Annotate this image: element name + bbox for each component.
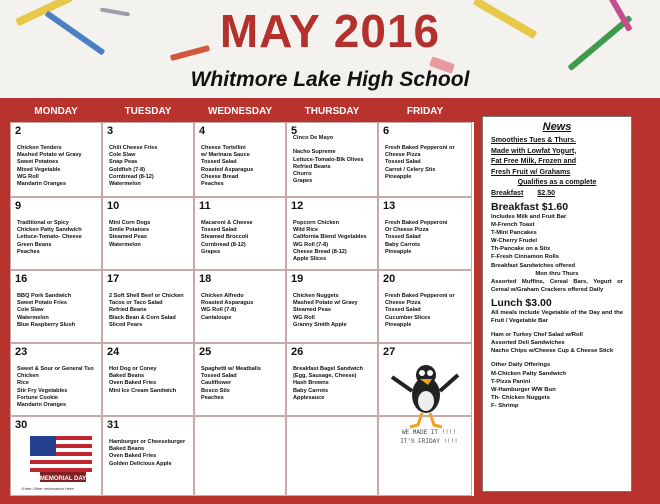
- menu-items: [17, 220, 99, 256]
- day-cell-5: [286, 122, 378, 197]
- menu-item: Pineapple: [385, 173, 412, 180]
- smoothie-line: Made with Lowfat Yogurt,: [491, 146, 577, 155]
- right-border: [638, 98, 660, 504]
- menu-item: Cucumber Slices: [385, 314, 431, 321]
- menu-item: WG Roll (7-8): [201, 307, 237, 314]
- menu-item: Popcorn Chicken: [293, 220, 340, 226]
- menu-item: Hamburger or Cheeseburger: [109, 439, 186, 445]
- lunch-line: F- Shrimp: [491, 402, 519, 409]
- menu-item: [293, 142, 375, 149]
- news-title: News: [542, 121, 572, 133]
- menu-item: Peaches: [201, 394, 224, 401]
- menu-item: Nacho Supreme: [293, 149, 336, 156]
- menu-items: [201, 366, 283, 402]
- breakfast-line: F-Fresh Cinnamon Rolls: [491, 254, 560, 261]
- menu-item: (Egg, Sausage, Cheese): [293, 373, 357, 380]
- day-number: 10: [107, 200, 120, 212]
- menu-items: [109, 220, 191, 249]
- day-header-wednesday: WEDNESDAY: [194, 102, 286, 122]
- menu-item: Peaches: [201, 181, 224, 188]
- day-number: 3: [107, 125, 114, 137]
- memorial-day-flag-image: [28, 434, 98, 484]
- menu-item: Cheese Pizza: [385, 300, 421, 307]
- empty-day-cell: [194, 416, 286, 496]
- menu-item: WG Roll: [17, 173, 39, 180]
- menu-item: Mini Corn Dogs: [109, 220, 151, 226]
- menu-items: [201, 220, 283, 256]
- menu-item: Tossed Salad: [385, 307, 421, 314]
- menu-item: Steamed Peas: [109, 234, 147, 241]
- menu-items: [17, 293, 99, 329]
- menu-items: [109, 293, 191, 329]
- day-number: 11: [199, 200, 211, 212]
- menu-item: Oven Baked Fries: [109, 453, 157, 460]
- lunch-heading: Lunch $3.00: [491, 296, 552, 309]
- menu-items: [201, 145, 283, 188]
- menu-item: Tossed Salad: [201, 227, 237, 234]
- day-number: 5: [291, 125, 298, 137]
- menu-items: [17, 366, 99, 409]
- menu-item: Breakfast Bagel Sandwich: [293, 366, 363, 372]
- day-number: 30: [15, 419, 28, 431]
- menu-items: [109, 145, 191, 188]
- breakfast-line: Includes Milk and Fruit Bar: [491, 214, 567, 220]
- menu-item: Apple Slices: [293, 256, 327, 263]
- smoothie-notice: [491, 135, 623, 198]
- menu-item: Tossed Salad: [385, 234, 421, 241]
- menu-item: Applesauce: [293, 394, 325, 401]
- day-header-monday: MONDAY: [10, 102, 102, 122]
- lunch-line: Th- Chicken Nuggets: [491, 394, 550, 401]
- breakfast-heading: Breakfast $1.60: [491, 201, 569, 213]
- menu-item: Lettuce-Tomato-Blk Olives: [293, 156, 364, 163]
- day-cell-9: [10, 197, 102, 270]
- day-number: 26: [291, 346, 304, 358]
- day-number: 25: [199, 346, 212, 358]
- menu-item: BBQ Pork Sandwich: [17, 293, 72, 299]
- smoothie-line: Fresh Fruit w/ Grahams: [491, 167, 571, 176]
- menu-item: Wild Rice: [293, 227, 319, 234]
- empty-day-cell: [286, 416, 378, 496]
- flag-caption: MEMORIAL DAY: [39, 476, 87, 482]
- menu-item: Blue Raspberry Slush: [17, 321, 76, 328]
- menu-item: Cinco De Mayo: [293, 135, 334, 141]
- menu-item: Traditional or Spicy: [17, 220, 69, 226]
- page-title: MAY 2016: [219, 5, 441, 57]
- menu-item: Chicken Patty Sandwich: [17, 227, 82, 234]
- day-cell-23: [10, 343, 102, 416]
- menu-item: Chili Cheese Fries: [109, 145, 158, 151]
- menu-item: Peaches: [17, 248, 40, 255]
- menu-item: Pineapple: [385, 248, 412, 255]
- menu-item: Sweet & Sour or General Tso: [17, 366, 94, 372]
- smoothie-line: Smoothies Tues & Thurs.: [491, 136, 577, 144]
- day-number: 6: [383, 125, 390, 137]
- bottom-border: [0, 496, 660, 504]
- menu-item: Sliced Pears: [109, 321, 143, 328]
- menu-item: WG Roll: [293, 314, 315, 321]
- menu-item: Tacos or Taco Salad: [109, 300, 163, 307]
- menu-item: Snap Peas: [109, 159, 138, 166]
- menu-item: 2 Soft Shell Beef or Chicken: [109, 293, 184, 299]
- footnote: Enter Other Information Here: [22, 486, 74, 491]
- duck-caption-line-1: WE MADE IT !!!!: [401, 429, 456, 436]
- menu-item: Chicken Alfredo: [201, 293, 244, 299]
- menu-item: Goldfish (7-8): [109, 166, 146, 173]
- menu-item: Roasted Asparagus: [201, 166, 254, 173]
- day-number: 12: [291, 200, 304, 212]
- menu-item: Black Bean & Corn Salad: [109, 314, 176, 321]
- menu-item: Mandarin Oranges: [17, 181, 67, 188]
- breakfast-line: Th-Pancake on a Stix: [491, 246, 551, 253]
- lunch-line: Ham or Turkey Chef Salad w/Roll: [491, 332, 583, 339]
- lunch-line: Other Daily Offerings: [491, 362, 551, 369]
- menu-item: Granny Smith Apple: [293, 321, 347, 328]
- lunch-line: T-Pizza Panini: [491, 378, 531, 385]
- menu-item: Steamed Broccoli: [201, 234, 249, 241]
- menu-item: Tossed Salad: [385, 159, 421, 166]
- menu-items: [385, 145, 469, 181]
- day-header-friday: FRIDAY: [378, 102, 472, 122]
- lunch-line: W-Hamburger WW Bun: [491, 386, 556, 393]
- menu-item: Fresh Baked Pepperoni: [385, 220, 448, 226]
- menu-item: Pineapple: [385, 321, 412, 328]
- menu-item: Bosco Stix: [201, 387, 230, 394]
- menu-item: Fortune Cookie: [17, 394, 59, 401]
- menu-item: Hot Dog or Coney: [109, 366, 157, 372]
- menu-item: Chicken Nuggets: [293, 293, 339, 299]
- menu-item: California Blend Vegetables: [293, 234, 367, 241]
- menu-item: Carrot / Celery Stix: [385, 166, 436, 173]
- menu-item: Cole Slaw: [109, 152, 136, 159]
- menu-item: Roasted Asparagus: [201, 300, 254, 307]
- day-cell-13: [378, 197, 472, 270]
- menu-item: Oven Baked Fries: [109, 380, 157, 387]
- menu-item: Sweet Potatoes: [17, 159, 59, 166]
- day-number: 13: [383, 200, 396, 212]
- lunch-line: Assorted Deli Sandwiches: [491, 340, 565, 347]
- day-header-tuesday: TUESDAY: [102, 102, 194, 122]
- menu-item: Churro: [293, 171, 312, 177]
- menu-item: Cantaloupe: [201, 314, 232, 321]
- day-cell-2: [10, 122, 102, 197]
- menu-items: [293, 293, 375, 329]
- menu-item: Mashed Potato w/ Gravy: [293, 300, 358, 307]
- menu-item: Fresh Baked Pepperoni or: [385, 145, 455, 151]
- day-cell-18: [194, 270, 286, 343]
- day-number: 18: [199, 273, 212, 285]
- menu-item: Lettuce-Tomato- Cheese: [17, 234, 82, 241]
- menu-item: Smile Potatoes: [109, 227, 150, 234]
- day-cell-12: [286, 197, 378, 270]
- menu-item: Watermelon: [109, 181, 141, 188]
- day-number: 23: [15, 346, 28, 358]
- day-cell-4: [194, 122, 286, 197]
- breakfast-line: Assorted Muffins, Cereal Bars, Yogurt or Cereal w/Graham Crackers offered Daily: [491, 278, 623, 293]
- menu-item: Refried Beans: [293, 163, 331, 170]
- menu-item: Spaghetti w/ Meatballs: [201, 366, 261, 372]
- menu-item: Chicken: [17, 373, 39, 380]
- menu-item: Cheese Tortellini: [201, 145, 246, 151]
- day-number: 4: [199, 125, 206, 137]
- menu-item: Watermelon: [17, 314, 49, 321]
- day-cell-6: [378, 122, 472, 197]
- duck-icon: [392, 365, 458, 427]
- menu-item: Mixed Vegetable: [17, 166, 61, 173]
- day-cell-20: [378, 270, 472, 343]
- menu-items: [17, 145, 99, 188]
- menu-items: [109, 439, 191, 468]
- day-number: 16: [15, 273, 28, 285]
- menu-items: [293, 220, 375, 263]
- day-number: 19: [291, 273, 304, 285]
- day-number: 20: [383, 273, 396, 285]
- breakfast-line: M-French Toast: [491, 222, 535, 229]
- menu-item: Macaroni & Cheese: [201, 220, 253, 226]
- day-header-thursday: THURSDAY: [286, 102, 378, 122]
- day-cell-11: [194, 197, 286, 270]
- menu-item: Mini Ice Cream Sandwich: [109, 387, 177, 394]
- menu-item: Mandarin Oranges: [17, 402, 67, 409]
- menu-items: [293, 135, 375, 185]
- school-name: Whitmore Lake High School: [190, 68, 470, 91]
- menu-item: Baby Carrots: [293, 387, 329, 394]
- day-cell-25: [194, 343, 286, 416]
- menu-item: Watermelon: [109, 241, 141, 248]
- day-cell-31: [102, 416, 194, 496]
- menu-item: Steamed Peas: [293, 307, 331, 314]
- menu-item: Golden Delicious Apple: [109, 460, 172, 467]
- menu-item: Rice: [17, 380, 29, 387]
- day-number: 9: [15, 200, 22, 212]
- duck-caption: [384, 428, 474, 446]
- breakfast-line: T-Mini Pancakes: [491, 230, 537, 237]
- day-number: 17: [107, 273, 120, 285]
- lunch-line: M-Chicken Patty Sandwich: [491, 370, 566, 377]
- menu-item: Refried Beans: [109, 307, 147, 314]
- menu-items: [201, 293, 283, 322]
- day-cell-3: [102, 122, 194, 197]
- menu-item: WG Roll (7-8): [293, 241, 329, 248]
- lunch-list: [491, 309, 623, 410]
- day-cell-16: [10, 270, 102, 343]
- day-number: 2: [15, 125, 22, 137]
- day-number: 24: [107, 346, 120, 358]
- left-border: [0, 98, 10, 504]
- menu-item: Or Cheese Pizza: [385, 227, 429, 234]
- calendar-header: [0, 0, 660, 98]
- lunch-line: Nacho Chips w/Cheese Cup & Cheese Stick: [491, 348, 614, 355]
- menu-item: Cauliflower: [201, 380, 232, 387]
- menu-item: Tossed Salad: [201, 159, 237, 166]
- menu-item: Cheese Pizza: [385, 152, 421, 159]
- menu-item: Hash Browns: [293, 380, 329, 387]
- menu-item: Cornbread (8-12): [201, 241, 246, 248]
- menu-item: Chicken Tenders: [17, 145, 62, 151]
- menu-item: Baked Beans: [109, 373, 145, 380]
- day-cell-10: [102, 197, 194, 270]
- day-cell-17: [102, 270, 194, 343]
- menu-items: [385, 293, 469, 329]
- day-number: 31: [107, 419, 120, 431]
- menu-item: Sweet Potato Fries: [17, 300, 68, 307]
- menu-item: Baked Beans: [109, 446, 145, 453]
- menu-item: Cole Slaw: [17, 307, 44, 314]
- menu-item: Grapes: [293, 178, 313, 185]
- menu-item: Tossed Salad: [201, 373, 237, 380]
- smoothie-label: Breakfast: [491, 188, 524, 197]
- menu-item: Stir Fry Vegetables: [17, 387, 68, 394]
- menu-item: Cornbread (8-12): [109, 173, 154, 180]
- day-cell-24: [102, 343, 194, 416]
- day-cell-26: [286, 343, 378, 416]
- menu-item: Baby Carrots: [385, 241, 421, 248]
- smoothie-line: Fat Free Milk, Frozen and: [491, 157, 577, 165]
- menu-item: Fresh Baked Pepperoni or: [385, 293, 455, 299]
- menu-item: Green Beans: [17, 241, 52, 248]
- breakfast-list: [491, 213, 623, 294]
- menu-items: [293, 366, 375, 402]
- menu-item: Grapes: [201, 248, 221, 255]
- day-number: 27: [383, 346, 396, 358]
- menu-items: [385, 220, 469, 256]
- smoothie-price: $2.50: [537, 188, 556, 197]
- smoothie-line: [491, 188, 623, 199]
- news-panel: [482, 116, 632, 492]
- day-cell-19: [286, 270, 378, 343]
- breakfast-line: Mon thru Thurs: [535, 270, 579, 277]
- menu-item: Mashed Potato w/ Gravy: [17, 152, 82, 159]
- menu-item: Cheese Bread (8-12): [293, 248, 347, 255]
- breakfast-line: Breakfast Sandwiches offered: [491, 262, 576, 269]
- duck-caption-line-2: IT'S FRIDAY !!!!: [400, 438, 458, 445]
- menu-items: [109, 366, 191, 395]
- breakfast-line: W-Cherry Frudel: [491, 238, 538, 245]
- lunch-line: All meals include Vegetable of the Day and the Fruit / Vegetable Bar: [491, 309, 623, 325]
- menu-item: Cheese Bread: [201, 173, 239, 180]
- smoothie-line: Qualifies as a complete: [517, 178, 597, 186]
- menu-item: w/ Marinara Sauce: [201, 152, 250, 159]
